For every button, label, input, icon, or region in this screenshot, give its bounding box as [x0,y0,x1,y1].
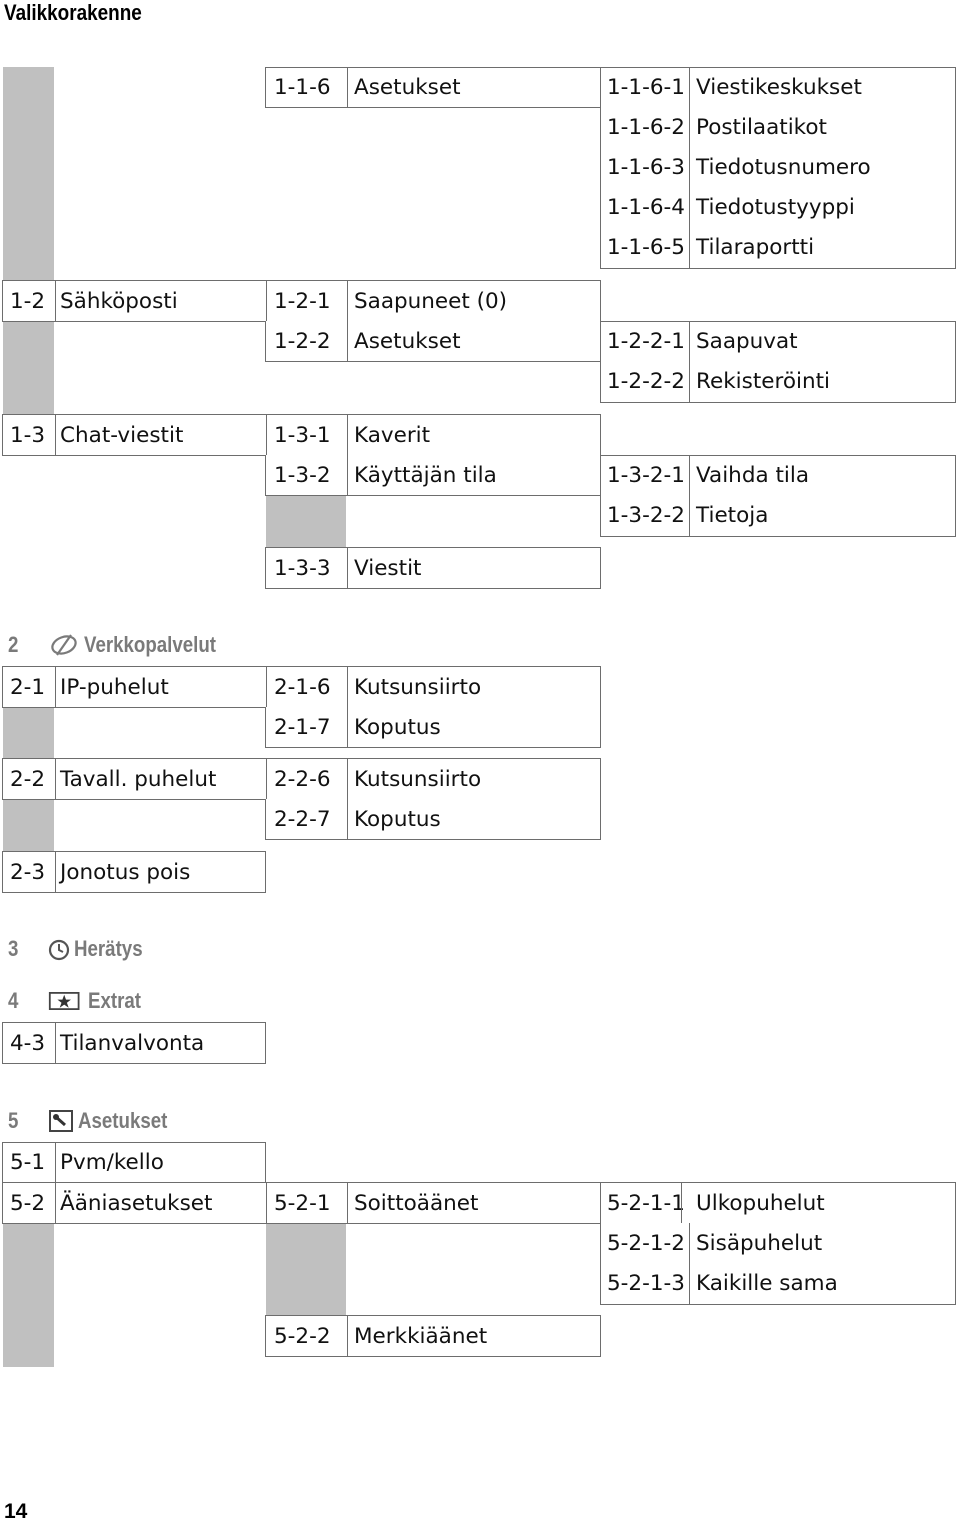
menu-label: Tavall. puhelut [60,766,217,792]
menu-label: Tietoja [696,503,769,528]
table-row[interactable] [600,67,956,108]
menu-label: Käyttäjän tila [354,462,497,488]
table-row[interactable] [265,455,601,496]
section-heading [8,1106,183,1136]
menu-code: 4-3 [10,1030,46,1056]
menu-code: 2-2-6 [274,766,331,792]
table-row[interactable] [265,1315,601,1357]
menu-row[interactable] [2,280,601,322]
table-row[interactable] [600,107,956,148]
indent-fill [3,799,54,851]
indent-fill [266,1223,346,1316]
menu-row[interactable] [2,1022,266,1064]
menu-code: 5-2-1-2 [607,1230,685,1256]
star-box-icon [48,988,84,1014]
menu-code: 5-2 [10,1190,46,1216]
indent-fill [3,707,54,759]
menu-row[interactable] [2,851,266,893]
menu-label: Chat-viestit [60,422,184,448]
menu-label: Viestikeskukset [696,75,862,100]
menu-label: Ulkopuhelut [696,1190,825,1216]
section-number: 3 [8,936,19,961]
section-heading [8,934,155,964]
menu-label: Koputus [354,714,441,740]
menu-label: IP-puhelut [60,674,169,700]
menu-code: 1-1-6-3 [607,154,685,180]
page-title: Valikkorakenne [4,0,142,25]
menu-code: 1-2-2-1 [607,329,685,354]
menu-label: Saapuneet (0) [354,288,508,314]
menu-label: Pvm/kello [60,1150,164,1175]
menu-label: Kutsunsiirto [354,674,482,700]
section-title: Herätys [74,936,143,961]
table-row[interactable] [265,707,601,748]
table-row[interactable] [265,799,601,840]
menu-label: Vaihda tila [696,463,810,488]
menu-row[interactable] [2,758,601,800]
indent-fill [266,496,346,548]
menu-label: Rekisteröinti [696,369,831,394]
section-heading [8,630,239,660]
menu-code: 1-3 [10,422,46,448]
page-number: 14 [4,1500,28,1523]
menu-code: 2-3 [10,859,46,885]
menu-label: Kutsunsiirto [354,766,482,792]
menu-code: 1-1-6 [274,75,331,100]
table-row[interactable] [265,547,601,589]
section-heading [8,986,150,1016]
menu-code: 1-2-2-2 [607,369,685,394]
network-services-icon [48,632,84,658]
menu-code: 2-1-7 [274,714,331,740]
menu-row[interactable] [2,666,601,708]
table-row[interactable] [265,321,601,362]
section-title: Extrat [88,988,142,1013]
menu-label: Sisäpuhelut [696,1230,823,1256]
menu-code: 2-1 [10,674,46,700]
menu-code: 2-2 [10,766,46,792]
table-row[interactable] [600,321,956,362]
table-row[interactable] [600,495,956,537]
indent-fill [3,1223,54,1367]
menu-label: Sähköposti [60,288,178,314]
table-row[interactable] [265,67,601,108]
menu-label: Saapuvat [696,329,798,354]
table-row[interactable] [600,147,956,188]
menu-code: 1-1-6-5 [607,235,685,260]
menu-label: Tiedotustyyppi [696,194,855,220]
menu-code: 1-1-6-2 [607,114,685,140]
menu-row[interactable] [2,1182,601,1224]
menu-code: 1-3-1 [274,422,331,448]
section-title: Verkkopalvelut [84,632,217,657]
menu-code: 1-3-2 [274,462,331,488]
menu-row[interactable] [2,1142,266,1183]
menu-label: Jonotus pois [60,859,191,885]
menu-label: Asetukset [354,75,461,100]
menu-label: Postilaatikot [696,114,827,140]
table-row[interactable] [600,455,956,496]
menu-label: Soittoäänet [354,1190,479,1216]
menu-label: Viestit [354,555,422,581]
menu-label: Tiedotusnumero [696,154,871,180]
table-row[interactable] [600,227,956,269]
indent-fill [3,322,54,415]
menu-code: 1-1-6-4 [607,194,685,220]
menu-label: Tilanvalvonta [60,1030,205,1056]
menu-label: Ääniasetukset [60,1190,213,1216]
menu-label: Asetukset [354,328,461,354]
table-row[interactable] [600,187,956,228]
menu-code: 5-1 [10,1150,46,1175]
menu-code: 5-2-2 [274,1323,331,1349]
menu-label: Koputus [354,806,441,832]
section-number: 5 [8,1108,19,1133]
menu-code: 1-2-2 [274,328,331,354]
menu-code: 2-1-6 [274,674,331,700]
section-number: 2 [8,632,19,657]
menu-label: Tilaraportti [696,235,815,260]
menu-code: 1-2-1 [274,288,331,314]
menu-code: 2-2-7 [274,806,331,832]
table-row[interactable] [600,1263,956,1305]
section-title: Asetukset [78,1108,168,1133]
menu-code: 1-1-6-1 [607,75,685,100]
menu-label: Kaikille sama [696,1271,838,1296]
menu-row[interactable] [2,414,601,456]
menu-code: 5-2-1-3 [607,1271,685,1296]
table-row[interactable] [600,1223,956,1264]
menu-code: 1-3-3 [274,555,331,581]
section-number: 4 [8,988,19,1013]
menu-code: 5-2-1 [274,1190,331,1216]
menu-label: Merkkiäänet [354,1323,488,1349]
table-row[interactable] [600,361,956,403]
menu-label: Kaverit [354,422,431,448]
menu-code: 1-3-2-1 [607,463,685,488]
menu-code: 1-3-2-2 [607,503,685,528]
menu-code: 1-2 [10,288,46,314]
table-row[interactable] [600,1182,956,1224]
menu-code: 5-2-1-1 [607,1190,685,1216]
indent-fill [3,67,54,281]
